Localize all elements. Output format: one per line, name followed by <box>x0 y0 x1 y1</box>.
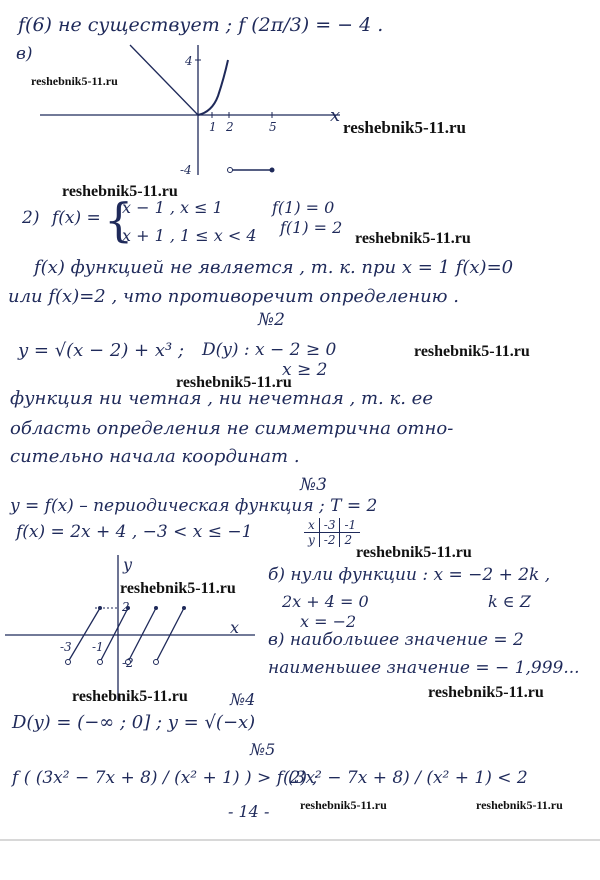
n2-text1: функция ни четная , ни нечетная , т. к. ее <box>10 388 433 409</box>
s1-label: 2) <box>22 208 40 228</box>
g2-axis-y: y <box>123 555 133 574</box>
n3-v1: в) наибольшее значение = 2 <box>268 630 524 650</box>
s1-case2: x + 1 , 1 ≤ x < 4 <box>122 226 257 245</box>
g1-tick-2: 2 <box>226 120 234 134</box>
graph1-open-point <box>228 168 233 173</box>
s1-f1a: f(1) = 0 <box>272 198 335 217</box>
watermark: reshebnik5-11.ru <box>72 688 188 705</box>
g1-tick-4: 4 <box>185 54 193 68</box>
graph1-curve <box>198 60 228 115</box>
g1-tick-5: 5 <box>269 120 277 134</box>
n5-right: (3x² − 7x + 8) / (x² + 1) < 2 <box>288 768 528 788</box>
page-number: - 14 - <box>228 802 270 821</box>
top-line: f(6) не существует ; f (2π/3) = − 4 . <box>18 14 384 36</box>
n3-b4: x = −2 <box>300 612 357 631</box>
s1-text1: f(x) функцией не является , т. к. при x = 1 f(x)=0 <box>34 257 514 278</box>
watermark: reshebnik5-11.ru <box>300 798 387 812</box>
watermark: reshebnik5-11.ru <box>31 74 118 88</box>
watermark: reshebnik5-11.ru <box>176 374 292 391</box>
n5-header: №5 <box>250 740 276 759</box>
n2-domain2: x ≥ 2 <box>282 360 328 380</box>
n2-domain: D(y) : x − 2 ≥ 0 <box>202 340 337 360</box>
n2-eq: y = √(x − 2) + x³ ; <box>18 340 185 361</box>
n3-value-table <box>304 518 360 547</box>
table-cell: y <box>308 533 315 547</box>
n2-text3: сительно начала координат . <box>10 446 300 467</box>
n4-header: №4 <box>230 690 256 709</box>
table-cell: x <box>304 518 319 533</box>
g2-tick-2: 2 <box>122 600 130 614</box>
g1-axis-x: x <box>330 105 341 126</box>
watermark: reshebnik5-11.ru <box>355 230 471 247</box>
n3-line2: f(x) = 2x + 4 , −3 < x ≤ −1 <box>16 522 253 542</box>
s1-fx: f(x) = <box>52 208 101 228</box>
n3-b1: б) нули функции : x = −2 + 2k , <box>268 565 551 585</box>
g1-tick-1: 1 <box>209 120 217 134</box>
label-v: в) <box>16 44 33 64</box>
n5-left: f ( (3x² − 7x + 8) / (x² + 1) ) > f(2) ; <box>12 768 319 788</box>
watermark: reshebnik5-11.ru <box>414 343 530 360</box>
watermark: reshebnik5-11.ru <box>428 684 544 701</box>
watermark: reshebnik5-11.ru <box>356 544 472 561</box>
watermark: reshebnik5-11.ru <box>476 798 563 812</box>
n3-b2: 2x + 4 = 0 <box>282 592 369 611</box>
table-cell: -2 <box>319 533 340 548</box>
table-cell: -1 <box>340 518 360 533</box>
n3-line1: y = f(x) – периодическая функция ; T = 2 <box>10 496 378 516</box>
s1-text2: или f(x)=2 , что противоречит определению . <box>8 286 459 307</box>
watermark: reshebnik5-11.ru <box>120 580 236 597</box>
n3-v2: наименьшее значение = − 1,999... <box>268 658 580 678</box>
n4-line: D(y) = (−∞ ; 0] ; y = √(−x) <box>12 712 256 733</box>
g2-tick-neg3: -3 <box>60 640 72 654</box>
g2-tick-neg2: -2 <box>122 656 134 670</box>
n2-header: №2 <box>258 310 285 330</box>
n2-text2: область определения не симметрична отно- <box>10 418 454 439</box>
g1-tick-neg4: -4 <box>180 163 192 177</box>
graph1-closed-point <box>270 168 275 173</box>
watermark: reshebnik5-11.ru <box>62 183 178 200</box>
g2-axis-x: x <box>230 618 240 637</box>
table-cell: -3 <box>319 518 340 533</box>
s1-f1b: f(1) = 2 <box>280 218 343 237</box>
watermark: reshebnik5-11.ru <box>343 118 466 137</box>
n3-b3: k ∈ Z <box>488 592 531 611</box>
table-cell: 2 <box>340 533 360 548</box>
s1-brace: { <box>104 193 134 247</box>
n3-header: №3 <box>300 475 327 495</box>
g2-tick-neg1: -1 <box>92 640 104 654</box>
s1-case1: x − 1 , x ≤ 1 <box>122 198 223 217</box>
